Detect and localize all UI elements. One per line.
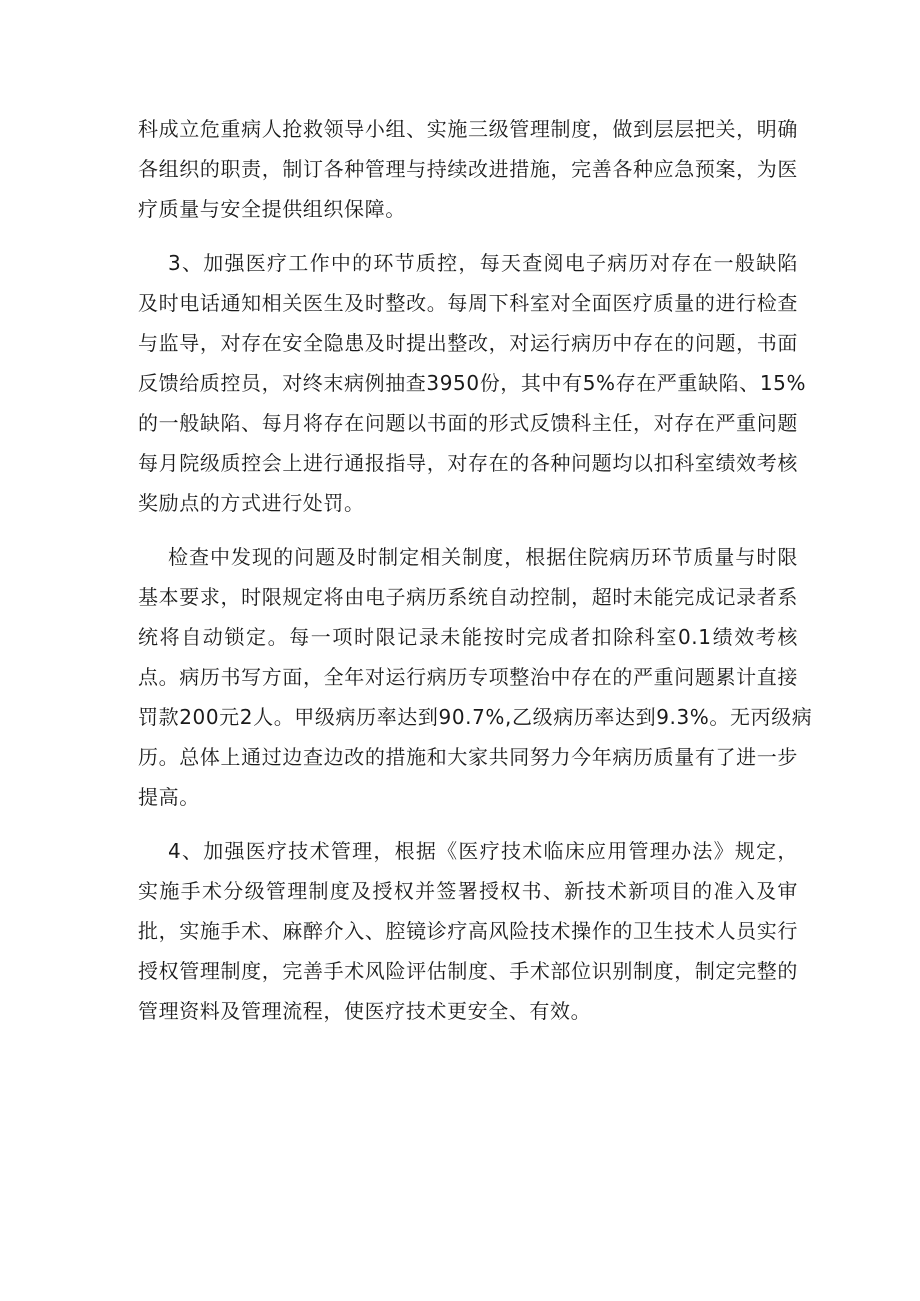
text-line: 的一般缺陷、每月将存在问题以书面的形式反馈科主任，对存在严重问题 [138, 411, 798, 435]
paragraph-4 [138, 831, 798, 1031]
text-line: 科成立危重病人抢救领导小组、实施三级管理制度，做到层层把关，明确 [138, 117, 798, 141]
text-line: 疗质量与安全提供组织保障。 [138, 197, 406, 221]
text-line: 及时电话通知相关医生及时整改。每周下科室对全面医疗质量的进行检查 [138, 291, 798, 315]
text-line: 与监导，对存在安全隐患及时提出整改，对运行病历中存在的问题，书面 [138, 331, 798, 355]
text-line: 管理资料及管理流程，使医疗技术更安全、有效。 [138, 999, 592, 1023]
text-line: 历。总体上通过边查边改的措施和大家共同努力今年病历质量有了进一步 [138, 745, 798, 769]
text-line: 提高。 [138, 785, 200, 809]
text-line: 实施手术分级管理制度及授权并签署授权书、新技术新项目的准入及审 [138, 879, 798, 903]
text-line: 检查中发现的问题及时制定相关制度，根据住院病历环节质量与时限 [168, 545, 798, 569]
paragraph-2 [138, 243, 807, 523]
text-line: 3、加强医疗工作中的环节质控，每天查阅电子病历对存在一般缺陷 [168, 251, 798, 275]
paragraph-1 [138, 109, 798, 229]
text-line: 每月院级质控会上进行通报指导，对存在的各种问题均以扣科室绩效考核 [138, 451, 798, 475]
text-line: 基本要求，时限规定将由电子病历系统自动控制，超时未能完成记录者系 [138, 585, 798, 609]
text-line: 奖励点的方式进行处罚。 [138, 491, 365, 515]
text-line: 授权管理制度，完善手术风险评估制度、手术部位识别制度，制定完整的 [138, 959, 798, 983]
paragraph-3 [138, 537, 813, 817]
text-line: 统将自动锁定。每一项时限记录未能按时完成者扣除科室0.1绩效考核 [138, 625, 798, 649]
text-line: 罚款200元2人。甲级病历率达到90.7%,乙级病历率达到9.3%。无丙级病 [138, 705, 813, 729]
document-body [138, 109, 813, 1031]
text-line: 点。病历书写方面，全年对运行病历专项整治中存在的严重问题累计直接 [138, 665, 798, 689]
text-line: 4、加强医疗技术管理，根据《医疗技术临床应用管理办法》规定， [168, 839, 798, 863]
text-line: 反馈给质控员，对终末病例抽查3950份，其中有5%存在严重缺陷、15% [138, 371, 807, 395]
text-line: 批，实施手术、麻醉介入、腔镜诊疗高风险技术操作的卫生技术人员实行 [138, 919, 798, 943]
text-line: 各组织的职责，制订各种管理与持续改进措施，完善各种应急预案，为医 [138, 157, 798, 181]
